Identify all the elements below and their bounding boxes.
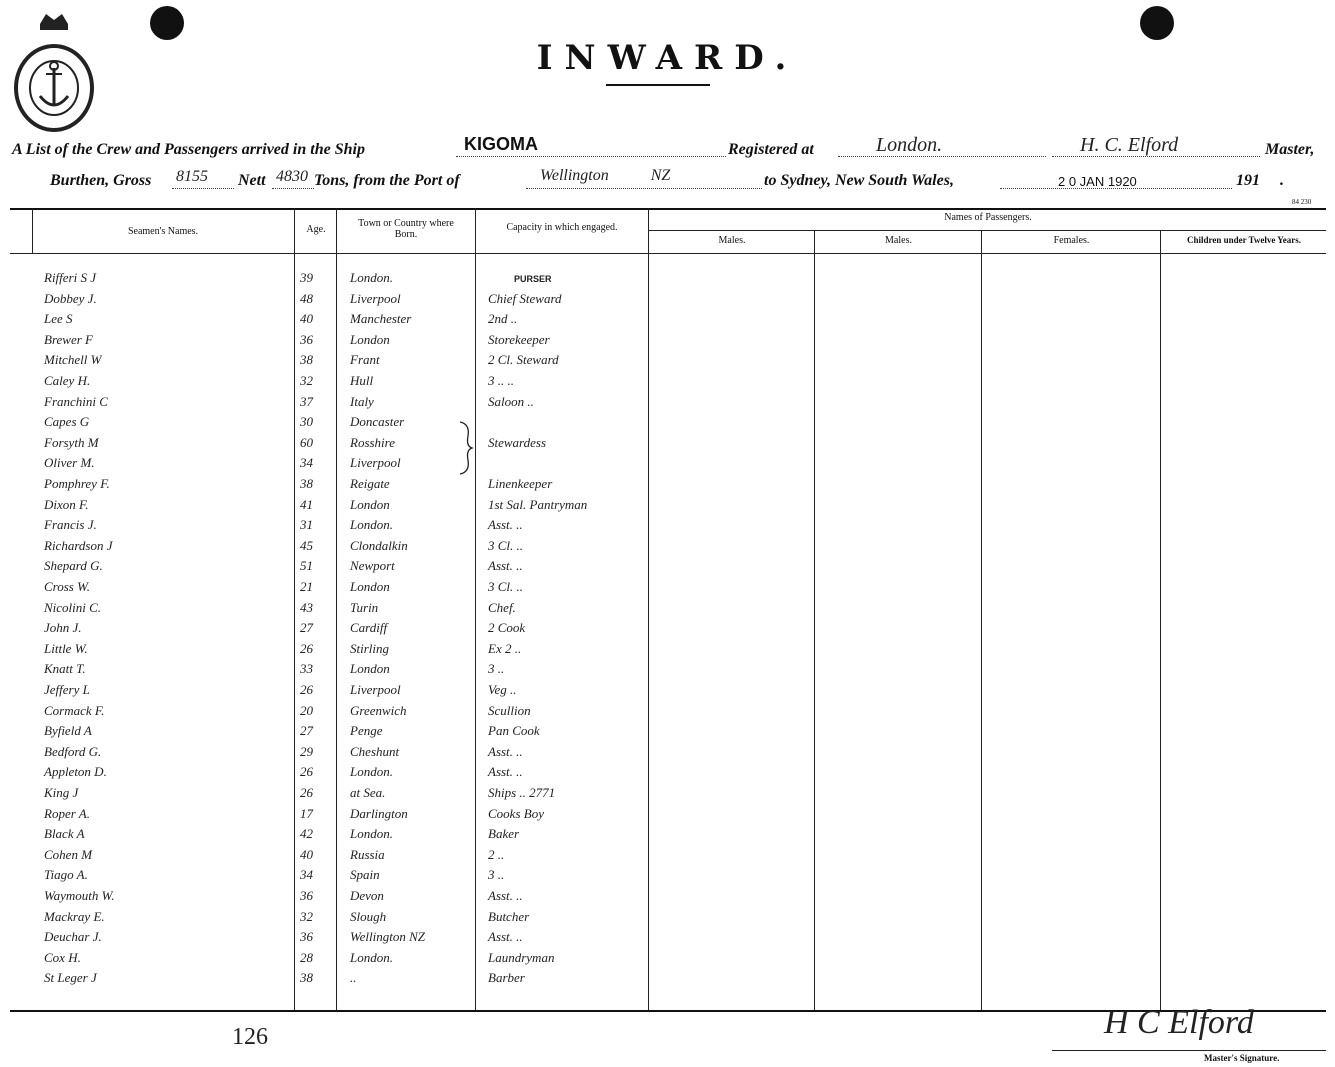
crew-birthplace: Liverpool: [350, 682, 401, 697]
crew-name: John J.: [44, 620, 82, 636]
crew-birthplace: Clondalkin: [350, 537, 408, 553]
crew-age: 31: [300, 517, 313, 533]
crew-name: Appleton D.: [44, 764, 107, 780]
crew-birthplace: Darlington: [350, 805, 408, 821]
signature-line: [1052, 1050, 1326, 1051]
col-header-capacity: Capacity in which engaged.: [506, 222, 618, 233]
crew-age: 40: [300, 846, 313, 862]
form-title: INWARD.: [536, 38, 799, 78]
crew-birthplace: Slough: [350, 908, 387, 924]
crew-age: 39: [300, 270, 313, 285]
tons-label: Tons, from the Port of: [314, 172, 460, 189]
punch-hole-left: [150, 6, 184, 40]
registered-label: Registered at: [728, 141, 814, 158]
col-divider-name: [32, 208, 33, 254]
crew-age: 36: [300, 888, 313, 903]
crew-capacity: 3 ..: [488, 867, 505, 883]
crew-birthplace: London: [350, 496, 390, 512]
header-bottom-rule: [10, 253, 1326, 254]
crew-age: 29: [300, 743, 313, 759]
crew-name: St Leger J: [44, 970, 97, 986]
crew-age: 38: [300, 970, 313, 986]
nett-label: Nett: [238, 172, 266, 189]
master-label: Master,: [1265, 141, 1315, 158]
crew-capacity: Stewardess: [488, 434, 547, 450]
col-header-females: Females.: [1053, 235, 1090, 246]
crew-name: Nicolini C.: [44, 599, 102, 615]
crew-name: Rifferi S J: [44, 270, 96, 285]
crew-capacity: Asst. ..: [488, 764, 523, 780]
crew-capacity: Asst. ..: [488, 929, 523, 945]
crew-capacity: 3 Cl. ..: [488, 579, 524, 594]
crew-age: 41: [300, 496, 313, 512]
crew-age: 26: [300, 764, 313, 780]
year-prefix: 191: [1236, 172, 1260, 189]
col-divider-born: [336, 208, 337, 1010]
crew-capacity: 3 Cl. ..: [488, 537, 524, 553]
crew-birthplace: Cardiff: [350, 620, 388, 636]
crew-capacity: Pan Cook: [488, 723, 540, 739]
ship-name-blank: [456, 156, 726, 157]
crew-age: 37: [300, 393, 313, 409]
crew-name: Shepard G.: [44, 558, 103, 574]
crew-birthplace: Penge: [350, 723, 383, 739]
crew-birthplace: London: [350, 579, 390, 594]
crew-age: 51: [300, 558, 313, 574]
crew-name: Pomphrey F.: [44, 476, 110, 491]
crew-name: Capes G: [44, 414, 90, 430]
crew-birthplace: London.: [350, 270, 393, 285]
crew-birthplace: Hull: [350, 373, 374, 388]
crew-capacity: Scullion: [488, 702, 531, 718]
year-dot: .: [1280, 172, 1284, 189]
crew-birthplace: London.: [350, 826, 393, 842]
crew-capacity: Saloon ..: [488, 393, 534, 409]
line1-prefix: A List of the Crew and Passengers arrived in the Ship: [12, 141, 365, 158]
nett-blank: [272, 188, 314, 189]
crew-name: Little W.: [44, 640, 88, 656]
crew-name: Mackray E.: [44, 908, 105, 924]
crew-age: 34: [300, 867, 313, 883]
crew-capacity: Barber: [488, 970, 525, 986]
crew-capacity: Baker: [488, 826, 520, 842]
page-note: 126: [232, 1024, 268, 1050]
crew-birthplace: London.: [350, 517, 393, 533]
crew-name: Byfield A: [44, 723, 92, 739]
table-top-rule: [10, 208, 1326, 210]
crew-name: Roper A.: [44, 805, 90, 821]
crew-name: Cohen M: [44, 846, 93, 862]
crew-name: Cross W.: [44, 579, 91, 594]
crew-age: 28: [300, 949, 313, 965]
crew-age: 32: [300, 373, 313, 388]
col-header-age: Age.: [306, 224, 326, 235]
crew-name: Bedford G.: [44, 743, 102, 759]
crew-age: 27: [300, 620, 313, 636]
crew-name: Waymouth W.: [44, 888, 115, 903]
crew-birthplace: Wellington NZ: [350, 929, 426, 945]
crew-age: 43: [300, 599, 313, 615]
crew-age: 17: [300, 805, 313, 821]
burthen-label: Burthen, Gross: [50, 172, 152, 189]
crew-birthplace: Devon: [350, 888, 384, 903]
crew-age: 26: [300, 682, 313, 697]
ship-name: KIGOMA: [464, 134, 538, 154]
gross-tonnage: 8155: [176, 168, 208, 185]
crew-capacity: Asst. ..: [488, 888, 523, 903]
crew-capacity: Cooks Boy: [488, 805, 544, 821]
passenger-subheader-rule: [649, 230, 1326, 231]
crew-name: Dixon F.: [44, 496, 89, 512]
crew-age: 40: [300, 311, 313, 327]
crew-name: Caley H.: [44, 373, 91, 388]
crew-birthplace: ..: [350, 970, 357, 986]
crew-capacity: PURSER: [514, 274, 552, 284]
crew-capacity: 1st Sal. Pantryman: [488, 496, 588, 512]
crew-birthplace: Stirling: [350, 640, 390, 656]
crew-name: Franchini C: [44, 393, 108, 409]
col-divider-capacity: [475, 208, 476, 1010]
crew-age: 26: [300, 640, 313, 656]
crew-capacity: Veg ..: [488, 682, 517, 697]
crew-capacity: Chef.: [488, 599, 516, 615]
col-divider-age: [294, 208, 295, 1010]
crew-name: Knatt T.: [44, 661, 86, 677]
nett-tonnage: 4830: [276, 168, 308, 185]
crew-name: Cox H.: [44, 949, 81, 965]
crew-age: 34: [300, 455, 313, 471]
crew-birthplace: Reigate: [350, 476, 390, 491]
to-label: to Sydney, New South Wales,: [764, 172, 954, 189]
crew-name: Forsyth M: [44, 434, 99, 450]
crew-capacity: Ships .. 2771: [488, 785, 556, 800]
crew-capacity: Asst. ..: [488, 743, 523, 759]
crew-capacity: Storekeeper: [488, 331, 550, 347]
punch-hole-right: [1140, 6, 1174, 40]
stewardess-brace: [456, 420, 476, 476]
crew-birthplace: Liverpool: [350, 290, 401, 306]
master-signature: H C Elford: [1104, 1004, 1254, 1041]
crew-capacity: 3 ..: [488, 661, 505, 677]
crew-age: 26: [300, 785, 313, 800]
crew-age: 32: [300, 908, 313, 924]
crew-birthplace: Greenwich: [350, 702, 407, 718]
crew-birthplace: Russia: [350, 846, 385, 862]
crew-age: 21: [300, 579, 313, 594]
crew-birthplace: at Sea.: [350, 785, 386, 800]
col-header-names: Seamen's Names.: [127, 226, 199, 237]
crew-capacity: 2 Cook: [488, 620, 526, 636]
crew-age: 20: [300, 702, 313, 718]
crew-birthplace: London: [350, 661, 390, 677]
crew-age: 45: [300, 537, 313, 553]
crew-birthplace: London.: [350, 764, 393, 780]
crew-birthplace: London: [350, 331, 390, 347]
crew-name: Oliver M.: [44, 455, 95, 471]
crew-birthplace: Turin: [350, 599, 379, 615]
registered-port: London.: [876, 134, 943, 156]
col-header-passengers: Names of Passengers.: [944, 212, 1032, 223]
crew-capacity: Chief Steward: [488, 290, 562, 306]
crew-capacity: Ex 2 ..: [488, 640, 522, 656]
col-divider-males2: [814, 230, 815, 1010]
crew-capacity: Laundryman: [488, 949, 555, 965]
crew-name: Black A: [44, 826, 85, 842]
crew-name: Tiago A.: [44, 867, 88, 883]
crew-name: King J: [44, 785, 79, 800]
crew-capacity: 2nd ..: [488, 311, 518, 327]
crew-age: 33: [300, 661, 313, 677]
crew-capacity: Asst. ..: [488, 558, 523, 574]
col-divider-children: [1160, 230, 1161, 1010]
col-header-males: Males.: [718, 235, 746, 246]
crew-capacity: Butcher: [488, 908, 530, 924]
crew-birthplace: Cheshunt: [350, 743, 400, 759]
crew-name: Richardson J: [44, 537, 113, 553]
title-rule: [606, 84, 710, 86]
crew-name: Francis J.: [44, 517, 97, 533]
crew-name: Jeffery L: [44, 682, 90, 697]
crew-birthplace: Rosshire: [350, 434, 396, 450]
crew-capacity: 3 .. ..: [488, 373, 514, 388]
crew-birthplace: London.: [350, 949, 393, 965]
crew-age: 36: [300, 331, 313, 347]
crew-name: Dobbey J.: [44, 290, 97, 306]
crew-age: 38: [300, 352, 313, 368]
signature-label: Master's Signature.: [1204, 1053, 1280, 1063]
crew-birthplace: Liverpool: [350, 455, 401, 471]
col-divider-passengers: [648, 208, 649, 1010]
crew-birthplace: Manchester: [350, 311, 412, 327]
crew-age: 42: [300, 826, 313, 842]
crew-capacity: Asst. ..: [488, 517, 523, 533]
from-port: Wellington NZ: [540, 167, 671, 184]
crew-name: Lee S: [44, 311, 73, 327]
master-name: H. C. Elford: [1080, 134, 1179, 156]
crew-age: 38: [300, 476, 313, 491]
arrival-date-stamp: 2 0 JAN 1920: [1058, 174, 1137, 189]
crew-birthplace: Spain: [350, 867, 380, 883]
crew-capacity: 2 ..: [488, 846, 505, 862]
from-port-blank: [526, 188, 762, 189]
crew-birthplace: Newport: [350, 558, 395, 574]
gross-blank: [172, 188, 234, 189]
crew-age: 27: [300, 723, 313, 739]
crew-age: 30: [300, 414, 313, 430]
crew-age: 60: [300, 434, 313, 450]
crew-name: Mitchell W: [44, 352, 102, 368]
col-header-males-2: Males.: [885, 235, 912, 246]
crew-name: Deuchar J.: [44, 929, 102, 945]
crew-capacity: 2 Cl. Steward: [488, 352, 559, 368]
crew-birthplace: Doncaster: [350, 414, 405, 430]
crew-age: 48: [300, 290, 313, 306]
crew-capacity: Linenkeeper: [488, 476, 553, 491]
col-header-children: Children under Twelve Years.: [1186, 235, 1301, 245]
crew-birthplace: Frant: [350, 352, 380, 368]
col-header-born: Town or Country where Born.: [358, 218, 454, 240]
form-number: 84 230: [1292, 198, 1312, 206]
crew-birthplace: Italy: [350, 393, 374, 409]
crew-name: Cormack F.: [44, 702, 105, 718]
crew-name: Brewer F: [44, 331, 93, 347]
crew-age: 36: [300, 929, 313, 945]
col-divider-females: [981, 230, 982, 1010]
